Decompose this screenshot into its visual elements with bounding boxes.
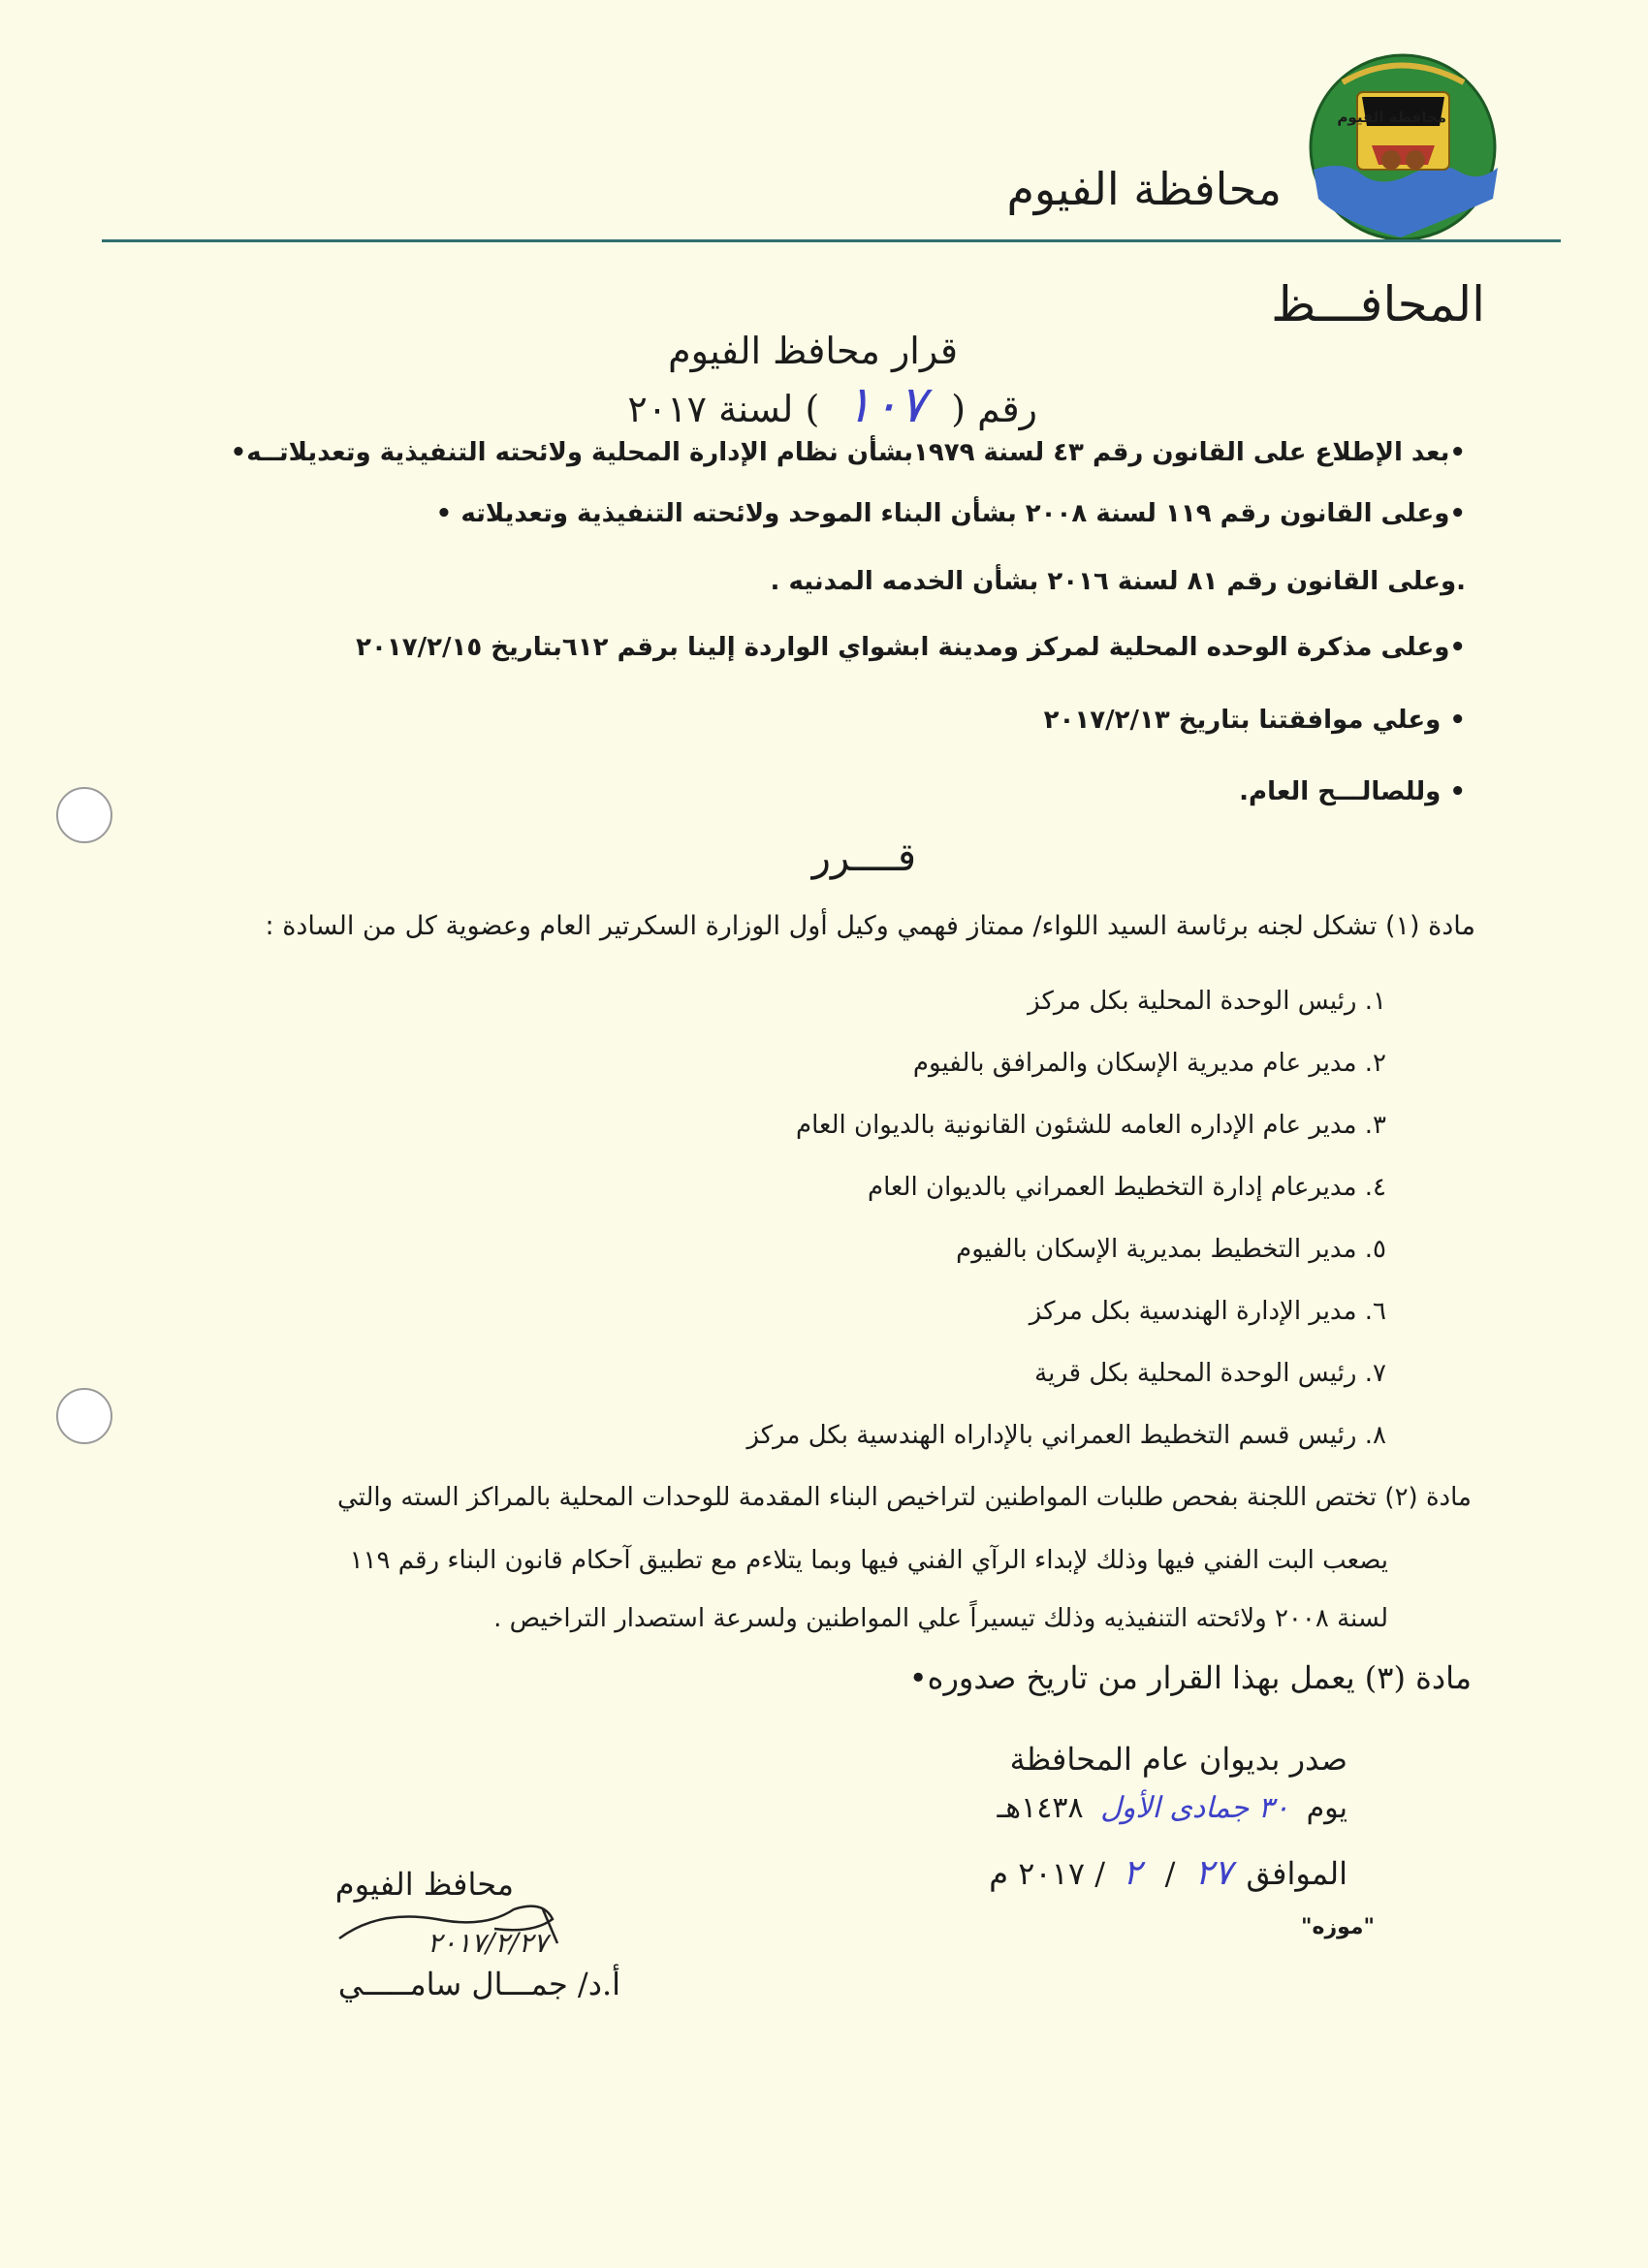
decision-number-line: [627, 376, 1037, 434]
member-4: ٤. مديرعام إدارة التخطيط العمراني بالديوان العام: [868, 1173, 1386, 1202]
governorate-name: محافظة الفيوم: [1006, 163, 1282, 215]
article-3: مادة (٣) يعمل بهذا القرار من تاريخ صدوره•: [908, 1659, 1472, 1696]
hijri-date-line: [998, 1791, 1347, 1825]
hijri-year: ١٤٣٨هـ: [997, 1791, 1084, 1825]
preamble-line-1: •بعد الإطلاع على القانون رقم ٤٣ لسنة ١٩٧٩بشأن نظام الإدارة المحلية ولائحته التنفيذية وتعديلاتــه•: [230, 438, 1466, 467]
article-2-line-2: يصعب البت الفني فيها وذلك لإبداء الرآي الفني فيها وبما يتلاءم مع تطبيق آحكام قانون البناء رقم ١١٩: [349, 1546, 1388, 1575]
signatory-name: أ.د/ جمـــال سامـــــي: [337, 1966, 620, 2002]
punch-hole-top: [56, 787, 112, 843]
signature-date: ٢٠١٧/٢/٢٧: [427, 1927, 548, 1959]
issuance-line: صدر بديوان عام المحافظة: [1009, 1741, 1347, 1778]
day-prefix: يوم: [1306, 1791, 1347, 1825]
member-8: ٨. رئيس قسم التخطيط العمراني بالإداراه الهندسية بكل مركز: [746, 1421, 1386, 1450]
member-2: ٢. مدير عام مديرية الإسكان والمرافق بالفيوم: [912, 1049, 1386, 1078]
office-title: المحافـــظ: [1271, 276, 1485, 332]
gregorian-day: ٢٧: [1194, 1853, 1233, 1893]
member-6: ٦. مدير الإدارة الهندسية بكل مركز: [1029, 1297, 1386, 1326]
gregorian-date-line: الموافق ٢٧ / ٢ / ٢٠١٧ م: [989, 1853, 1347, 1893]
article-2-line-3: لسنة ٢٠٠٨ ولائحته التنفيذيه وذلك تيسيراً علي المواطنين ولسرعة استصدار التراخيص .: [493, 1604, 1388, 1633]
member-7: ٧. رئيس الوحدة المحلية بكل قرية: [1034, 1359, 1386, 1388]
member-3: ٣. مدير عام الإداره العامه للشئون القانونية بالديوان العام: [796, 1111, 1386, 1140]
punch-hole-bottom: [56, 1388, 112, 1444]
decision-number: ١٠٧: [844, 376, 927, 434]
number-prefix: رقم (: [951, 388, 1037, 430]
header-rule: [102, 239, 1561, 242]
decision-title: قرار محافظ الفيوم: [668, 330, 958, 372]
hijri-day: ٣٠ جمادى الأول: [1100, 1791, 1290, 1825]
gregorian-rest: / ٢٠١٧ م: [989, 1855, 1105, 1892]
preamble-line-6: • وللصالـــح العام.: [1239, 777, 1466, 806]
logo-lettering: محافظة الفيوم: [1337, 109, 1446, 126]
preamble-line-5: • وعلي موافقتنا بتاريخ ٢٠١٧/٢/١٣: [1043, 706, 1466, 735]
member-5: ٥. مدير التخطيط بمديرية الإسكان بالفيوم: [956, 1235, 1386, 1264]
member-1: ١. رئيس الوحدة المحلية بكل مركز: [1028, 987, 1386, 1016]
number-suffix: ) لسنة ٢٠١٧: [627, 388, 820, 430]
preamble-line-2: •وعلى القانون رقم ١١٩ لسنة ٢٠٠٨ بشأن البناء الموحد ولائحته التنفيذية وتعديلاته •: [435, 499, 1466, 528]
governorate-logo: [1304, 53, 1503, 242]
article-1: مادة (١) تشكل لجنه برئاسة السيد اللواء/ ممتاز فهمي وكيل أول الوزارة السكرتير العام وعضوية كل من السادة :: [265, 911, 1475, 941]
decision-heading: قــــرر: [811, 835, 916, 880]
gregorian-month: ٢: [1123, 1853, 1142, 1893]
preamble-line-4: •وعلى مذكرة الوحده المحلية لمركز ومدينة ابشواي الواردة إلينا برقم ٦١٢بتاريخ ٢٠١٧/٢/١٥: [356, 633, 1466, 662]
article-2-line-1: مادة (٢) تختص اللجنة بفحص طلبات المواطنين لتراخيص البناء المقدمة للوحدات المحلية بالمراكز السته والتي: [336, 1483, 1472, 1512]
preamble-line-3: .وعلى القانون رقم ٨١ لسنة ٢٠١٦ بشأن الخدمه المدنيه .: [770, 567, 1466, 596]
typist-initials: "موزه": [1301, 1915, 1375, 1939]
gregorian-prefix: الموافق: [1246, 1855, 1347, 1892]
signatory-title: محافظ الفيوم: [334, 1866, 514, 1903]
